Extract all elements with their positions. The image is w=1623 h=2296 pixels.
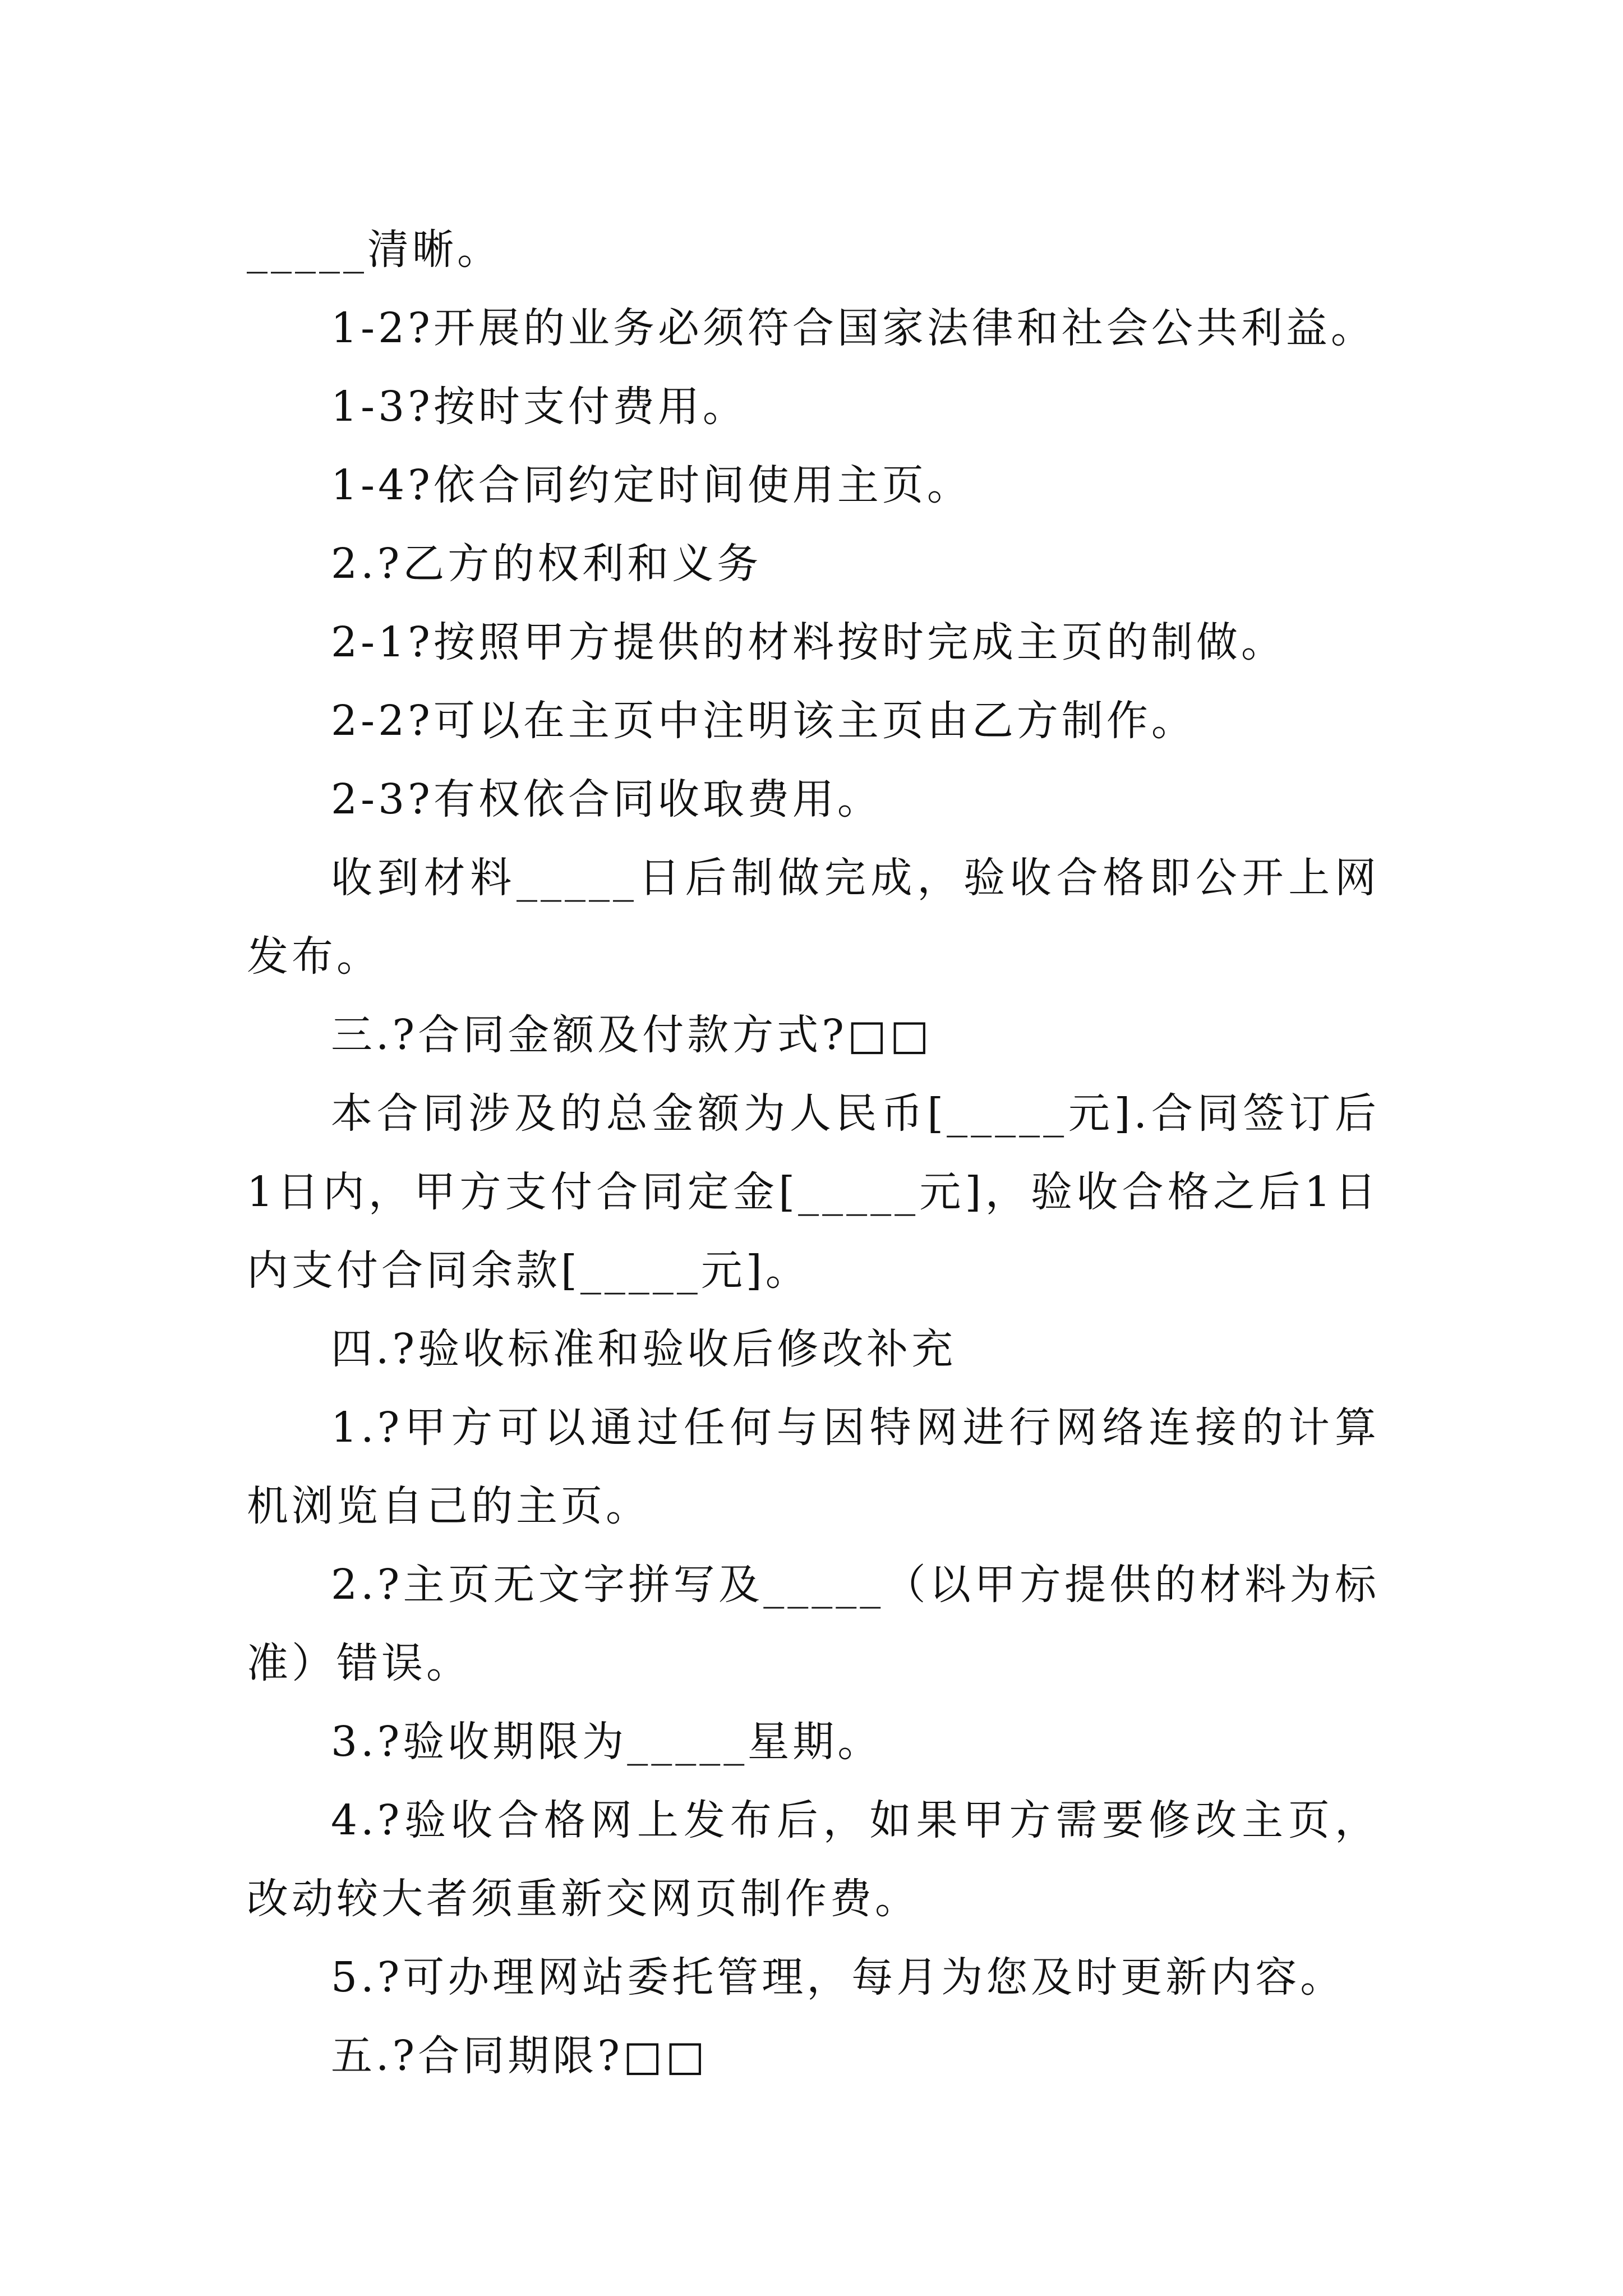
section-heading-3: 三.?合同金额及付款方式?□□ <box>331 1011 933 1059</box>
paragraph-4: 1-4?依合同约定时间使用主页。 <box>331 461 972 509</box>
section-heading-4: 四.?验收标准和验收后修改补充 <box>331 1325 957 1373</box>
paragraph-11: 本合同涉及的总金额为人民币[_____元].合同签订后1日内，甲方支付合同定金[_____元]，验收合格之后1日内支付合同余款[_____元]。 <box>247 1089 1380 1295</box>
paragraph-2: 1-2?开展的业务必须符合国家法律和社会公共利益。 <box>331 304 1376 352</box>
paragraph-8: 2-3?有权依合同收取费用。 <box>331 775 882 823</box>
document-body <box>247 210 1380 2095</box>
paragraph-15: 3.?验收期限为_____星期。 <box>331 1718 883 1766</box>
paragraph-5: 2.?乙方的权利和义务 <box>331 540 762 588</box>
paragraph-9: 收到材料_____日后制做完成，验收合格即公开上网发布。 <box>247 854 1380 981</box>
paragraph-17: 5.?可办理网站委托管理，每月为您及时更新内容。 <box>331 1953 1345 2001</box>
section-heading-5: 五.?合同期限?□□ <box>331 2032 708 2080</box>
paragraph-16: 4.?验收合格网上发布后，如果甲方需要修改主页，改动较大者须重新交网页制作费。 <box>247 1796 1380 1923</box>
paragraph-7: 2-2?可以在主页中注明该主页由乙方制作。 <box>331 697 1196 745</box>
paragraph-6: 2-1?按照甲方提供的材料按时完成主页的制做。 <box>331 618 1286 666</box>
paragraph-1: _____清晰。 <box>247 226 502 274</box>
paragraph-13: 1.?甲方可以通过任何与因特网进行网络连接的计算机浏览自己的主页。 <box>247 1404 1380 1530</box>
paragraph-3: 1-3?按时支付费用。 <box>331 383 748 431</box>
paragraph-14: 2.?主页无文字拼写及_____（以甲方提供的材料为标准）错误。 <box>247 1561 1380 1687</box>
